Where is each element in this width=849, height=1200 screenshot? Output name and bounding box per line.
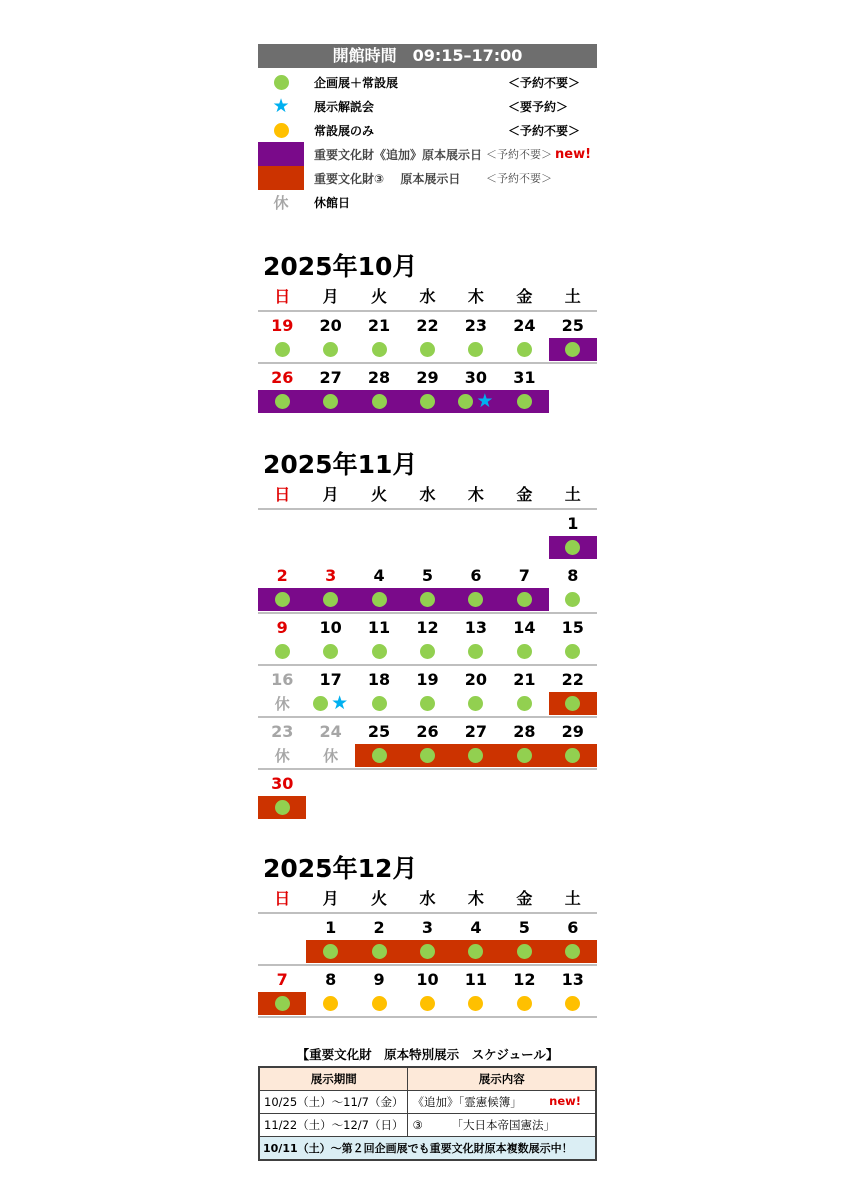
day-number: 18 — [367, 670, 391, 689]
day-cell — [500, 562, 548, 612]
day-cell — [403, 914, 451, 964]
day-number: 21 — [513, 670, 536, 689]
green-dot-icon — [275, 800, 290, 815]
green-dot-icon — [468, 696, 483, 711]
day-number: 9 — [373, 970, 385, 989]
weekday-label: 金 — [516, 485, 533, 504]
green-dot-icon — [517, 592, 532, 607]
new-badge: new! — [555, 146, 592, 162]
month-calendar — [258, 852, 597, 1018]
day-cell — [355, 966, 403, 1016]
day-cell — [258, 718, 306, 768]
day-number: 17 — [319, 670, 342, 689]
day-number: 24 — [319, 722, 342, 741]
weekday-label: 日 — [274, 287, 291, 306]
day-cell — [403, 666, 451, 716]
schedule-header-period: 展示期間 — [259, 1067, 408, 1091]
day-number: 4 — [470, 918, 482, 937]
table-row — [259, 1091, 596, 1114]
day-cell — [500, 364, 548, 414]
legend-label: 常設展のみ — [314, 123, 375, 138]
green-dot-icon — [323, 644, 338, 659]
day-cell — [549, 666, 597, 716]
day-cell — [452, 914, 500, 964]
weekday-label: 木 — [467, 889, 484, 908]
weekday-label: 月 — [322, 485, 339, 504]
green-dot-icon — [372, 944, 387, 959]
day-number: 8 — [567, 566, 579, 585]
day-cell — [549, 914, 597, 964]
day-cell — [306, 562, 354, 612]
day-number: 3 — [325, 566, 337, 585]
schedule-table — [258, 1066, 597, 1161]
green-dot-icon — [275, 644, 290, 659]
day-cell — [306, 914, 354, 964]
day-cell — [500, 966, 548, 1016]
green-dot-icon — [565, 748, 580, 763]
day-cell — [306, 614, 354, 664]
weekday-label: 木 — [467, 485, 484, 504]
weekday-label: 日 — [274, 889, 291, 908]
day-cell — [549, 718, 597, 768]
week-row — [258, 914, 597, 966]
weekday-label: 月 — [322, 889, 339, 908]
month-title: 2025年10月 — [263, 252, 418, 281]
day-cell — [403, 966, 451, 1016]
day-cell — [500, 666, 548, 716]
legend-row-exhibition — [258, 70, 597, 94]
green-dot-icon — [420, 592, 435, 607]
green-dot-icon — [517, 644, 532, 659]
legend-row-permanent-only — [258, 118, 597, 142]
day-cell — [258, 312, 306, 362]
day-number: 19 — [416, 670, 439, 689]
green-dot-icon — [565, 342, 580, 357]
legend-reservation: ＜予約不要＞ — [508, 75, 581, 90]
green-dot-icon — [468, 748, 483, 763]
orange-swatch — [258, 166, 304, 190]
day-cell — [306, 666, 354, 716]
day-number: 26 — [416, 722, 439, 741]
green-dot-icon — [420, 394, 435, 409]
closed-mark-icon: 休 — [273, 193, 289, 212]
closed-mark-icon: 休 — [274, 747, 290, 765]
green-dot-icon — [468, 944, 483, 959]
legend-label: 展示解説会 — [314, 99, 375, 114]
yellow-dot-icon — [420, 996, 435, 1011]
green-dot-icon — [372, 342, 387, 357]
legend-row-purple-display — [258, 142, 597, 166]
green-dot-icon — [420, 342, 435, 357]
weekday-label: 火 — [371, 287, 388, 306]
day-number: 29 — [561, 722, 584, 741]
week-row — [258, 614, 597, 666]
week-row — [258, 510, 597, 562]
calendar-sheet — [258, 44, 597, 1161]
day-cell — [549, 614, 597, 664]
day-number: 12 — [513, 970, 536, 989]
week-row — [258, 666, 597, 718]
green-dot-icon — [372, 748, 387, 763]
day-number: 1 — [567, 514, 579, 533]
green-dot-icon — [420, 644, 435, 659]
green-dot-icon — [420, 696, 435, 711]
green-dot-icon — [517, 944, 532, 959]
schedule-section — [258, 1044, 597, 1161]
legend-label: 企画展＋常設展 — [314, 75, 399, 90]
day-cell — [500, 718, 548, 768]
green-dot-icon — [565, 644, 580, 659]
weekday-header — [258, 284, 597, 312]
day-number: 23 — [271, 722, 294, 741]
day-number: 4 — [373, 566, 385, 585]
yellow-dot-icon — [468, 996, 483, 1011]
yellow-dot-icon — [517, 996, 532, 1011]
weekday-label: 水 — [419, 889, 436, 908]
week-row — [258, 718, 597, 770]
week-row — [258, 312, 597, 364]
yellow-dot-icon — [274, 123, 289, 138]
day-number: 29 — [416, 368, 439, 387]
day-cell — [452, 666, 500, 716]
green-dot-icon — [275, 394, 290, 409]
opening-hours-banner: 開館時間 09:15–17:00 — [258, 44, 597, 68]
day-cell — [452, 312, 500, 362]
day-number: 30 — [271, 774, 294, 793]
green-dot-icon — [565, 540, 580, 555]
legend-row-orange-display — [258, 166, 597, 190]
day-number: 28 — [367, 368, 391, 387]
green-dot-icon — [565, 944, 580, 959]
day-cell — [355, 914, 403, 964]
week-row — [258, 966, 597, 1018]
weekday-header — [258, 886, 597, 914]
day-number: 13 — [561, 970, 584, 989]
schedule-note-row — [259, 1137, 596, 1161]
day-cell — [306, 718, 354, 768]
day-cell — [452, 614, 500, 664]
day-cell — [500, 614, 548, 664]
legend-label: 休館日 — [314, 195, 351, 210]
green-dot-icon — [274, 75, 289, 90]
green-dot-icon — [468, 342, 483, 357]
month-title: 2025年12月 — [263, 854, 418, 883]
day-number: 5 — [421, 566, 434, 585]
day-number: 27 — [464, 722, 488, 741]
green-dot-icon — [517, 342, 532, 357]
table-row — [259, 1114, 596, 1137]
green-dot-icon — [323, 342, 338, 357]
green-dot-icon — [517, 394, 532, 409]
day-cell — [403, 312, 451, 362]
day-number: 15 — [561, 618, 584, 637]
day-cell — [403, 364, 451, 414]
yellow-dot-icon — [323, 996, 338, 1011]
day-number: 7 — [276, 970, 288, 989]
legend — [258, 70, 597, 214]
month-calendar — [258, 250, 597, 416]
day-cell — [306, 364, 354, 414]
week-row — [258, 562, 597, 614]
day-number: 10 — [319, 618, 342, 637]
day-number: 25 — [561, 316, 584, 335]
day-number: 10 — [416, 970, 439, 989]
month-calendar — [258, 448, 597, 822]
day-number: 21 — [367, 316, 391, 335]
day-cell — [306, 966, 354, 1016]
green-dot-icon — [420, 748, 435, 763]
green-dot-icon — [372, 644, 387, 659]
legend-reservation: ＜予約不要＞ — [508, 123, 581, 138]
green-dot-icon — [458, 394, 473, 409]
green-dot-icon — [565, 592, 580, 607]
months-container — [258, 250, 597, 1018]
green-dot-icon — [323, 394, 338, 409]
weekday-label: 火 — [371, 485, 388, 504]
day-number: 11 — [464, 970, 488, 989]
day-cell — [500, 312, 548, 362]
day-cell — [355, 718, 403, 768]
weekday-label: 土 — [564, 889, 581, 908]
weekday-label: 水 — [419, 485, 436, 504]
month-title: 2025年11月 — [263, 450, 418, 479]
weekday-label: 木 — [467, 287, 484, 306]
weekday-label: 金 — [516, 889, 533, 908]
schedule-note: 10/11（土）～第２回企画展でも重要文化財原本複数展示中！ — [259, 1137, 596, 1161]
day-number: 20 — [319, 316, 342, 335]
green-dot-icon — [323, 592, 338, 607]
green-dot-icon — [468, 592, 483, 607]
day-number: 28 — [513, 722, 536, 741]
weekday-label: 火 — [371, 889, 388, 908]
day-number: 30 — [464, 368, 488, 387]
day-cell — [452, 718, 500, 768]
day-cell — [452, 966, 500, 1016]
day-cell — [355, 364, 403, 414]
green-dot-icon — [420, 944, 435, 959]
green-dot-icon — [323, 944, 338, 959]
day-cell — [258, 364, 306, 414]
closed-mark-icon: 休 — [323, 747, 339, 765]
week-row — [258, 770, 597, 822]
day-number: 3 — [421, 918, 434, 937]
day-number: 12 — [416, 618, 439, 637]
green-dot-icon — [275, 592, 290, 607]
day-cell — [258, 966, 306, 1016]
day-cell — [500, 914, 548, 964]
weekday-label: 水 — [419, 287, 436, 306]
day-number: 6 — [567, 918, 579, 937]
day-number: 8 — [325, 970, 337, 989]
legend-row-gallery-talk — [258, 94, 597, 118]
weekday-label: 日 — [274, 485, 291, 504]
day-cell — [258, 562, 306, 612]
yellow-dot-icon — [565, 996, 580, 1011]
day-number: 27 — [319, 368, 342, 387]
day-cell — [403, 562, 451, 612]
day-number: 25 — [367, 722, 391, 741]
star-icon: ★ — [272, 94, 290, 117]
day-cell — [549, 966, 597, 1016]
schedule-content: 《追加》「霊憲候簿」 new! — [408, 1091, 596, 1114]
green-dot-icon — [275, 342, 290, 357]
schedule-content: ③ 「大日本帝国憲法」 — [408, 1114, 596, 1137]
green-dot-icon — [372, 592, 387, 607]
day-cell — [549, 562, 597, 612]
weekday-label: 土 — [564, 287, 581, 306]
green-dot-icon — [372, 696, 387, 711]
star-icon: ★ — [331, 692, 349, 714]
day-number: 20 — [464, 670, 488, 689]
legend-label: 重要文化財《追加》原本展示日 — [314, 147, 483, 162]
day-cell — [355, 666, 403, 716]
day-cell — [403, 718, 451, 768]
weekday-header — [258, 482, 597, 510]
schedule-title: 【重要文化財 原本特別展示 スケジュール】 — [296, 1047, 559, 1062]
green-dot-icon — [517, 748, 532, 763]
purple-swatch — [258, 142, 304, 166]
day-cell — [355, 312, 403, 362]
weekday-label: 月 — [322, 287, 339, 306]
day-cell — [258, 666, 306, 716]
day-cell — [452, 562, 500, 612]
day-cell — [549, 312, 597, 362]
weekday-label: 土 — [564, 485, 581, 504]
day-number: 7 — [518, 566, 530, 585]
day-number: 14 — [513, 618, 536, 637]
day-number: 5 — [518, 918, 530, 937]
legend-reservation: ＜要予約＞ — [508, 99, 569, 114]
day-number: 13 — [464, 618, 488, 637]
green-dot-icon — [313, 696, 328, 711]
week-row — [258, 364, 597, 416]
day-number: 31 — [513, 368, 536, 387]
day-number: 16 — [271, 670, 294, 689]
green-dot-icon — [565, 696, 580, 711]
schedule-header-content: 展示内容 — [408, 1067, 596, 1091]
day-number: 2 — [373, 918, 385, 937]
day-number: 23 — [464, 316, 488, 335]
day-cell — [403, 614, 451, 664]
legend-reservation: ＜予約不要＞ — [486, 172, 552, 185]
day-number: 2 — [276, 566, 288, 585]
green-dot-icon — [468, 644, 483, 659]
schedule-period: 11/22（土）～12/7（日） — [259, 1114, 408, 1137]
day-cell — [452, 364, 500, 414]
day-number: 24 — [513, 316, 536, 335]
star-icon: ★ — [476, 390, 494, 412]
day-number: 19 — [271, 316, 294, 335]
day-number: 6 — [470, 566, 482, 585]
day-cell — [549, 510, 597, 560]
green-dot-icon — [517, 696, 532, 711]
day-number: 26 — [271, 368, 294, 387]
day-number: 22 — [416, 316, 439, 335]
yellow-dot-icon — [372, 996, 387, 1011]
day-cell — [258, 614, 306, 664]
weekday-label: 金 — [516, 287, 533, 306]
legend-row-closed — [258, 190, 597, 214]
new-badge: new! — [549, 1094, 581, 1108]
schedule-period: 10/25（土）～11/7（金） — [259, 1091, 408, 1114]
green-dot-icon — [372, 394, 387, 409]
day-number: 11 — [367, 618, 391, 637]
day-number: 9 — [276, 618, 288, 637]
day-cell — [306, 312, 354, 362]
day-number: 22 — [561, 670, 584, 689]
closed-mark-icon: 休 — [274, 695, 290, 713]
green-dot-icon — [275, 996, 290, 1011]
day-cell — [355, 614, 403, 664]
legend-label: 重要文化財③ 原本展示日 — [314, 171, 461, 186]
day-cell — [258, 770, 306, 820]
legend-reservation: ＜予約不要＞ — [486, 148, 552, 161]
day-number: 1 — [325, 918, 337, 937]
day-cell — [355, 562, 403, 612]
